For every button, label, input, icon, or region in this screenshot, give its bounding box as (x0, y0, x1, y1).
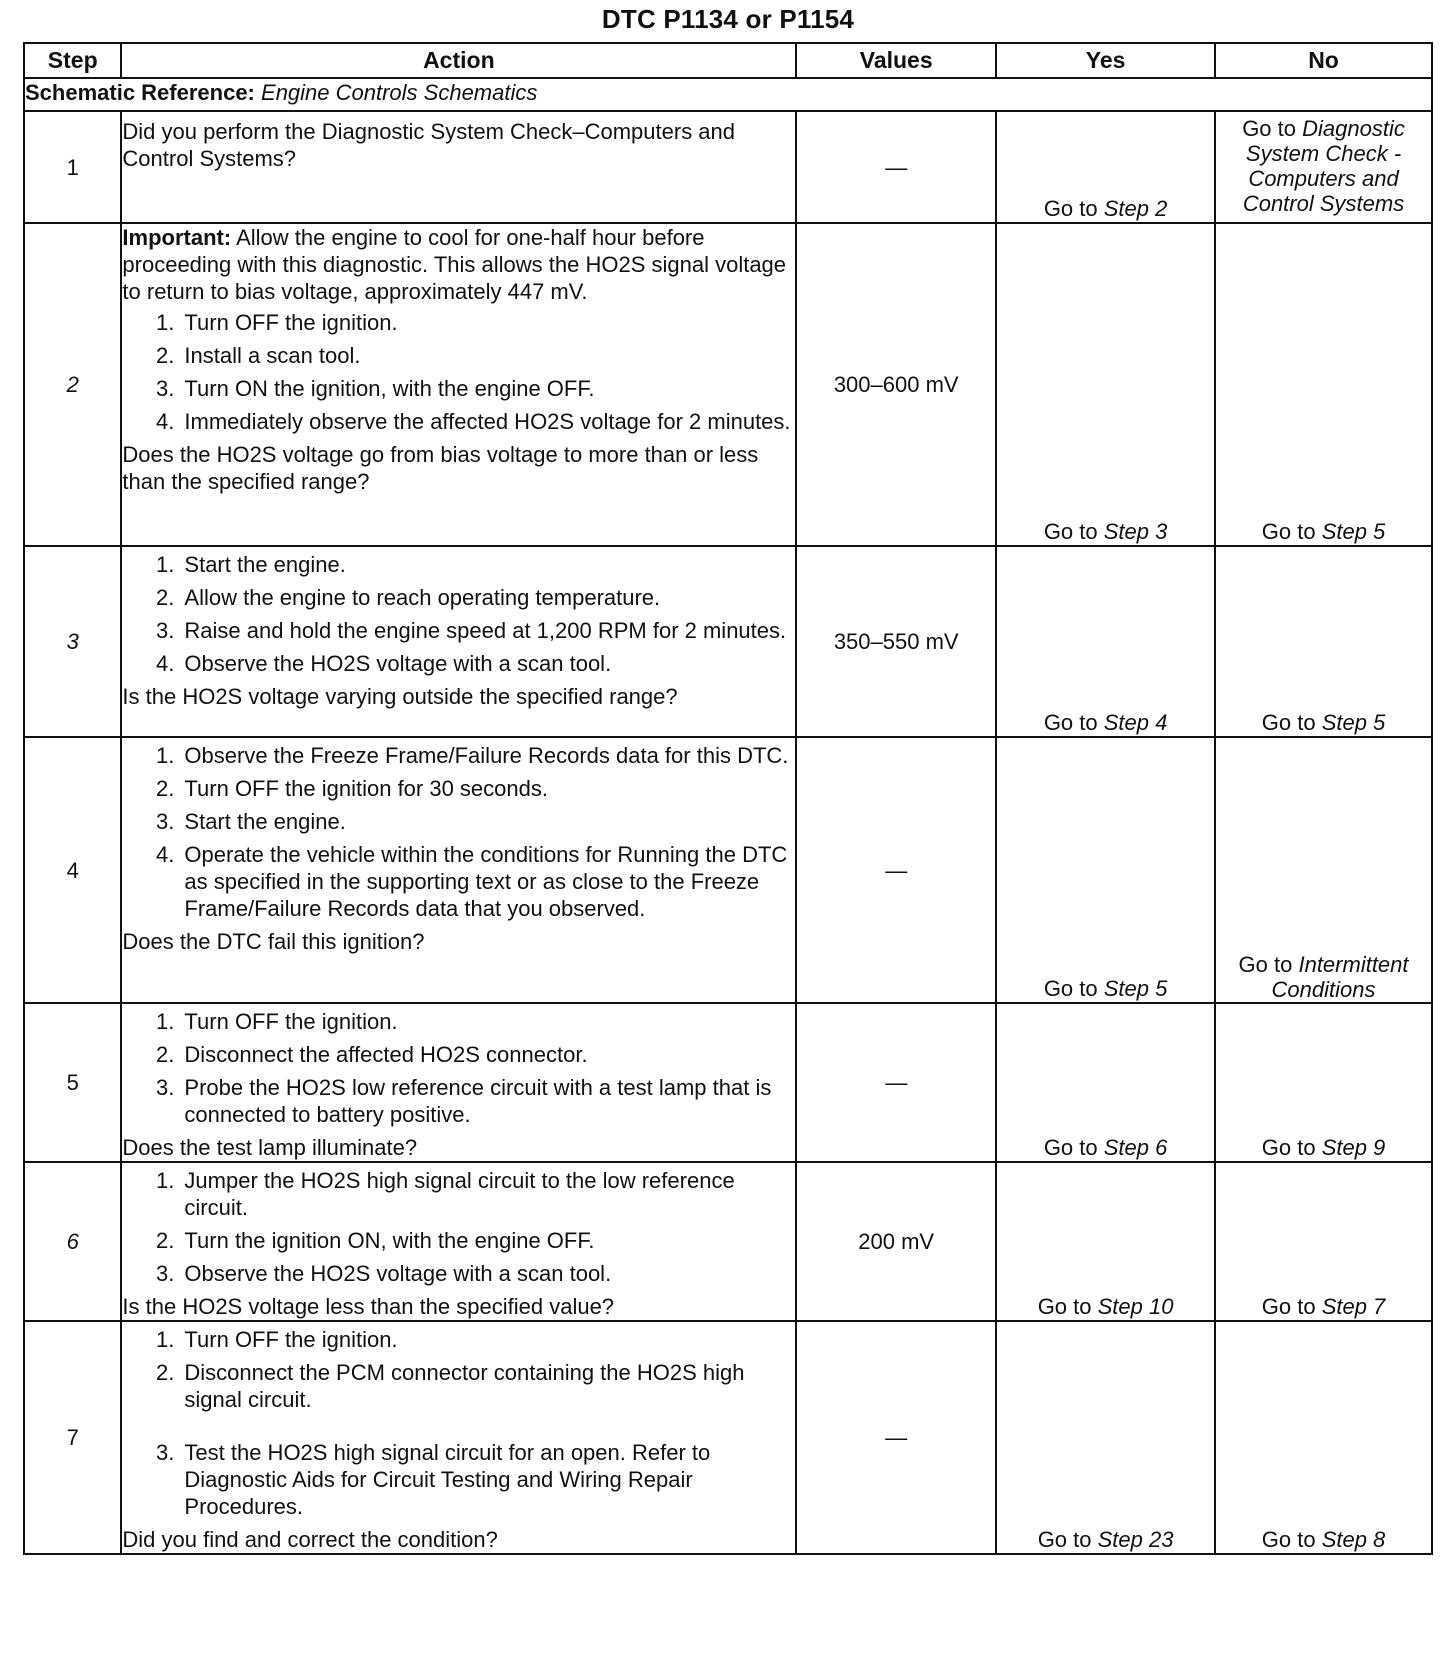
step-values: 200 mV (796, 1162, 996, 1321)
no-prefix: Go to (1261, 519, 1316, 544)
list-item: 2. Install a scan tool. (156, 343, 361, 368)
important-text: Allow the engine to cool for one-half hour before proceeding with this diagnostic. This allows the HO2S signal voltage to return to bias voltage, approximately 447 mV. (122, 225, 787, 304)
step-list (122, 1008, 795, 1128)
step-number: 1 (24, 111, 121, 223)
yes-link[interactable]: Step 3 (1103, 519, 1168, 544)
no-cell (1215, 1162, 1432, 1321)
list-item: 3. Turn ON the ignition, with the engine OFF. (156, 376, 595, 401)
step-number: 2 (24, 223, 121, 546)
table-row (24, 546, 1432, 737)
yes-prefix: Go to (1043, 976, 1098, 1001)
step-question: Is the HO2S voltage less than the specified value? (122, 1294, 615, 1319)
no-link[interactable]: Step 5 (1321, 710, 1386, 735)
header-no: No (1215, 43, 1432, 78)
yes-prefix: Go to (1037, 1294, 1092, 1319)
yes-prefix: Go to (1037, 1527, 1092, 1552)
yes-link[interactable]: Step 2 (1103, 196, 1168, 221)
step-list (122, 551, 795, 677)
list-item: 3. Probe the HO2S low reference circuit with a test lamp that is connected to battery positive. (156, 1075, 772, 1127)
header-row (24, 43, 1432, 78)
no-prefix: Go to (1261, 1294, 1316, 1319)
schematic-row (24, 78, 1432, 111)
list-item: 3. Observe the HO2S voltage with a scan tool. (156, 1261, 612, 1286)
list-item: 3. Test the HO2S high signal circuit for an open. Refer to Diagnostic Aids for Circuit Testing and Wiring Repair Procedures. (156, 1440, 711, 1519)
list-item: 1. Turn OFF the ignition. (156, 1009, 398, 1034)
step-question: Did you perform the Diagnostic System Check–Computers and Control Systems? (122, 119, 736, 171)
important-label: Important: (122, 225, 232, 250)
schematic-reference (24, 78, 1432, 111)
table-row (24, 1162, 1432, 1321)
no-link[interactable]: Step 9 (1321, 1135, 1386, 1160)
yes-cell (996, 1162, 1215, 1321)
step-question: Did you find and correct the condition? (122, 1527, 498, 1552)
no-cell (1215, 1321, 1432, 1554)
no-cell (1215, 111, 1432, 223)
yes-cell (996, 111, 1215, 223)
step-values: 300–600 mV (796, 223, 996, 546)
step-list (122, 742, 795, 922)
yes-cell (996, 1321, 1215, 1554)
step-action (121, 111, 796, 223)
list-item: 1. Jumper the HO2S high signal circuit to the low reference circuit. (156, 1168, 735, 1220)
header-yes: Yes (996, 43, 1215, 78)
list-item: 2. Disconnect the affected HO2S connector. (156, 1042, 588, 1067)
step-list (122, 1326, 795, 1520)
step-question: Does the test lamp illuminate? (122, 1135, 418, 1160)
step-values: — (796, 737, 996, 1003)
header-action: Action (121, 43, 796, 78)
no-prefix: Go to (1261, 1527, 1316, 1552)
step-list (122, 309, 795, 435)
step-number: 6 (24, 1162, 121, 1321)
schematic-label: Schematic Reference: (25, 80, 255, 105)
yes-prefix: Go to (1043, 710, 1098, 735)
list-item: 3. Raise and hold the engine speed at 1,200 RPM for 2 minutes. (156, 618, 787, 643)
table-row (24, 737, 1432, 1003)
table-row (24, 1003, 1432, 1162)
step-values: — (796, 1321, 996, 1554)
page-title: DTC P1134 or P1154 (601, 4, 855, 34)
no-cell (1215, 1003, 1432, 1162)
no-link[interactable]: Step 8 (1321, 1527, 1386, 1552)
no-link[interactable]: Intermittent Conditions (1271, 952, 1409, 1002)
step-action (121, 1162, 796, 1321)
step-values: 350–550 mV (796, 546, 996, 737)
yes-cell (996, 546, 1215, 737)
table-row (24, 111, 1432, 223)
list-item: 4. Immediately observe the affected HO2S voltage for 2 minutes. (156, 409, 791, 434)
yes-link[interactable]: Step 6 (1103, 1135, 1168, 1160)
yes-cell (996, 1003, 1215, 1162)
list-item: 1. Turn OFF the ignition. (156, 310, 398, 335)
yes-prefix: Go to (1043, 519, 1098, 544)
yes-link[interactable]: Step 10 (1097, 1294, 1174, 1319)
list-item: 4. Observe the HO2S voltage with a scan tool. (156, 651, 612, 676)
no-cell (1215, 737, 1432, 1003)
list-item: 2. Turn the ignition ON, with the engine OFF. (156, 1228, 595, 1253)
yes-link[interactable]: Step 4 (1103, 710, 1168, 735)
no-cell (1215, 223, 1432, 546)
step-number: 4 (24, 737, 121, 1003)
yes-link[interactable]: Step 23 (1097, 1527, 1174, 1552)
list-item: 2. Allow the engine to reach operating temperature. (156, 585, 661, 610)
header-values: Values (796, 43, 996, 78)
list-item: 1. Start the engine. (156, 552, 346, 577)
step-action (121, 223, 796, 546)
step-question: Does the HO2S voltage go from bias voltage to more than or less than the specified range? (122, 442, 759, 494)
yes-cell (996, 223, 1215, 546)
no-prefix: Go to (1242, 116, 1296, 141)
table-row (24, 1321, 1432, 1554)
step-number: 3 (24, 546, 121, 737)
no-link[interactable]: Step 5 (1321, 519, 1386, 544)
step-question: Does the DTC fail this ignition? (122, 929, 425, 954)
list-item: 4. Operate the vehicle within the conditions for Running the DTC as specified in the supporting text or as close to the Freeze Frame/Failure Records data that you observed. (156, 842, 788, 921)
step-number: 7 (24, 1321, 121, 1554)
important-note (122, 224, 795, 305)
step-list (122, 1167, 795, 1287)
table-row (24, 223, 1432, 546)
list-item: 1. Observe the Freeze Frame/Failure Records data for this DTC. (156, 743, 789, 768)
no-prefix: Go to (1238, 952, 1293, 977)
step-action (121, 546, 796, 737)
no-cell (1215, 546, 1432, 737)
yes-cell (996, 737, 1215, 1003)
yes-prefix: Go to (1043, 196, 1098, 221)
step-question: Is the HO2S voltage varying outside the specified range? (122, 684, 678, 709)
no-prefix: Go to (1261, 710, 1316, 735)
step-action (121, 1321, 796, 1554)
header-step: Step (24, 43, 121, 78)
step-action (121, 1003, 796, 1162)
list-item: 1. Turn OFF the ignition. (156, 1327, 398, 1352)
step-values: — (796, 111, 996, 223)
step-action (121, 737, 796, 1003)
no-link[interactable]: Step 7 (1321, 1294, 1386, 1319)
diagnostic-table (23, 42, 1433, 1555)
no-prefix: Go to (1261, 1135, 1316, 1160)
schematic-link[interactable]: Engine Controls Schematics (261, 80, 538, 105)
yes-prefix: Go to (1043, 1135, 1098, 1160)
list-item: 2. Turn OFF the ignition for 30 seconds. (156, 776, 548, 801)
no-link[interactable]: Diagnostic System Check - Computers and Control Systems (1242, 116, 1405, 216)
step-values: — (796, 1003, 996, 1162)
list-item: 3. Start the engine. (156, 809, 346, 834)
yes-link[interactable]: Step 5 (1103, 976, 1168, 1001)
list-item: 2. Disconnect the PCM connector containing the HO2S high signal circuit. (156, 1360, 745, 1412)
step-number: 5 (24, 1003, 121, 1162)
